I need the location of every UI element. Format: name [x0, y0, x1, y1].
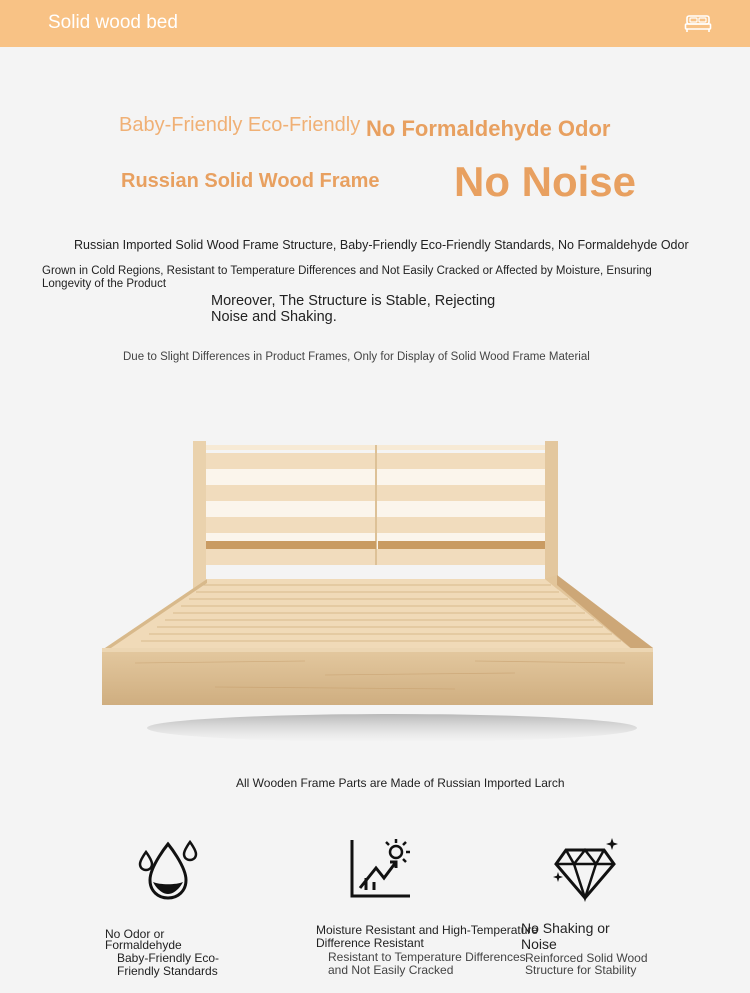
feature-moisture-subtitle: Resistant to Temperature Differences and Not Easily Cracked [328, 950, 526, 977]
no-noise-headline: No Noise [454, 158, 637, 205]
no-formaldehyde-headline: No Formaldehyde Odor [366, 116, 611, 141]
product-caption: All Wooden Frame Parts are Made of Russian Imported Larch [236, 776, 565, 790]
baby-friendly-headline: Baby-Friendly Eco-Friendly [119, 114, 361, 136]
russian-wood-headline: Russian Solid Wood Frame [121, 170, 380, 192]
header-bar [0, 0, 750, 47]
description-line-1: Russian Imported Solid Wood Frame Structure, Baby-Friendly Eco-Friendly Standards, No Formaldehyde Odor [74, 238, 689, 252]
bed-icon [684, 13, 712, 33]
feature-no-odor-title: No Odor or Formaldehyde [105, 927, 182, 952]
water-drops-icon [138, 838, 198, 902]
feature-moisture-title: Moisture Resistant and High-Temperature Difference Resistant [316, 923, 539, 950]
description-line-3: Moreover, The Structure is Stable, Rejecting Noise and Shaking. [211, 293, 496, 325]
diamond-icon [552, 836, 620, 902]
feature-no-odor-subtitle: Baby-Friendly Eco-Friendly Standards [117, 951, 220, 978]
display-note: Due to Slight Differences in Product Frames, Only for Display of Solid Wood Frame Material [123, 351, 590, 363]
growth-chart-icon [348, 838, 412, 900]
feature-no-shaking-subtitle: Reinforced Solid Wood Structure for Stability [525, 951, 648, 977]
description-line-2: Grown in Cold Regions, Resistant to Temperature Differences and Not Easily Cracked or Affected by Moisture, Ensuring Longevity of the Product [42, 265, 652, 290]
page-title: Solid wood bed [48, 12, 178, 33]
bed-product-image [95, 435, 660, 755]
feature-no-shaking-title: No Shaking or Noise [521, 920, 610, 952]
